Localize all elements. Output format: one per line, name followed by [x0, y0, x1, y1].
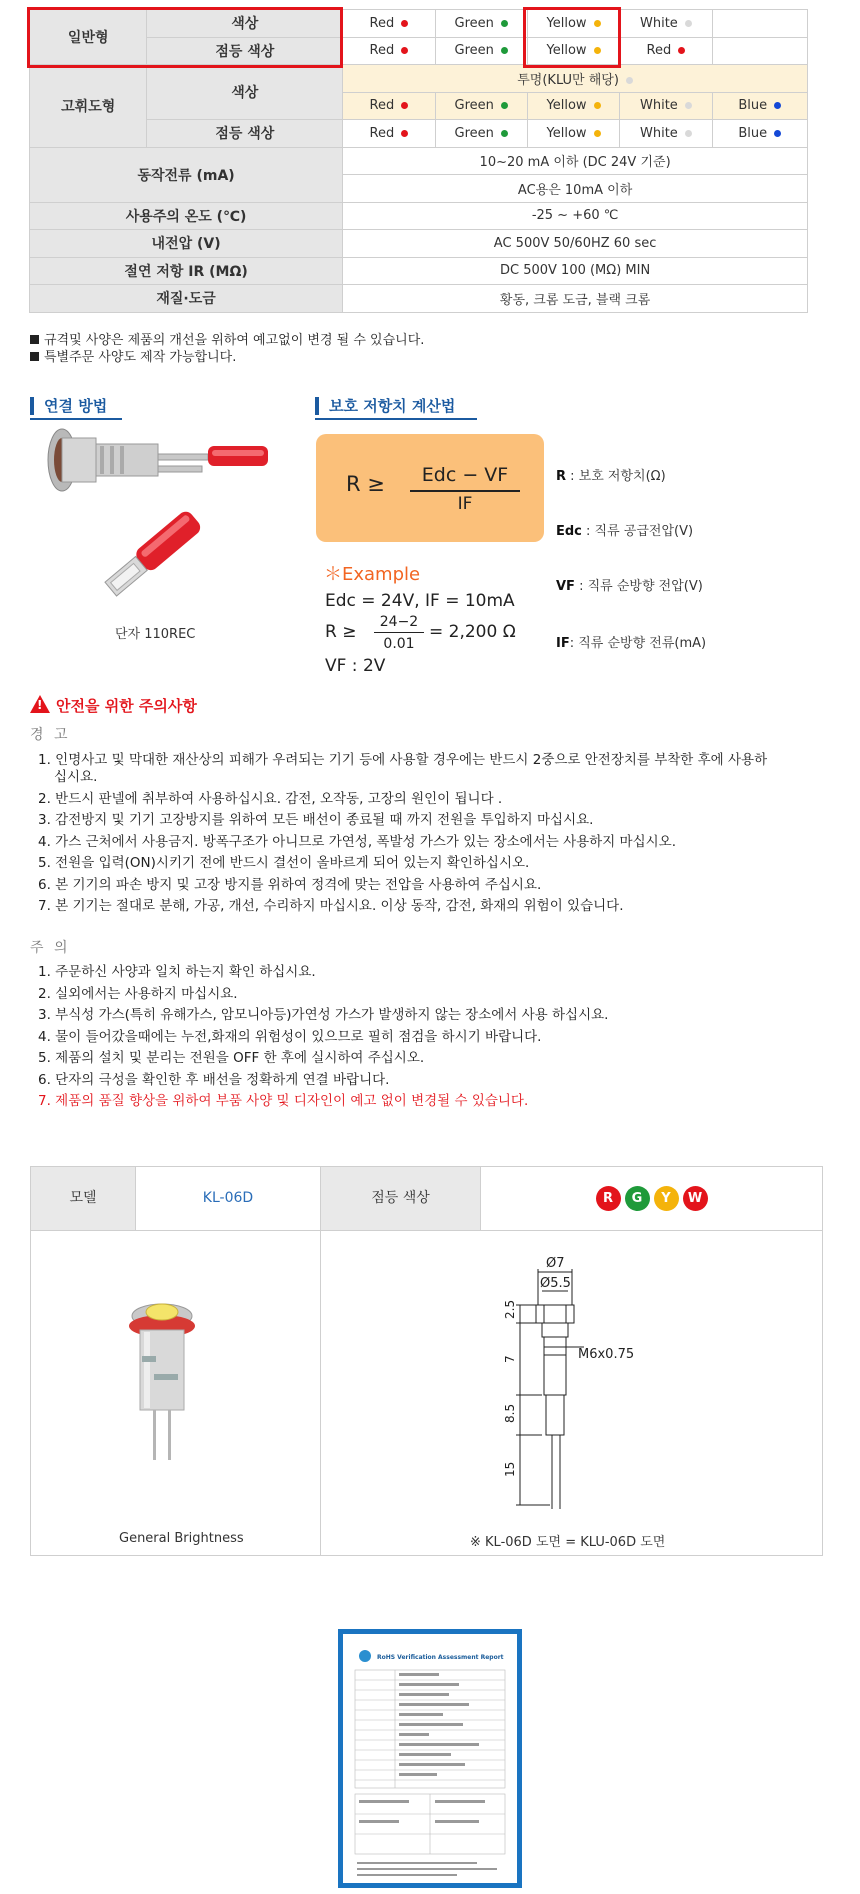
color-cell: Blue — [712, 92, 807, 120]
divider — [320, 1167, 321, 1555]
red-dot-icon — [401, 130, 408, 137]
highlight-box-general — [27, 7, 343, 68]
fraction-bar — [374, 632, 424, 633]
terminal-caption: 단자 110REC — [115, 627, 196, 642]
connection-title: 연결 방법 — [30, 397, 107, 415]
square-bullet-icon — [30, 352, 39, 361]
lit-cell: Blue — [712, 120, 807, 148]
yellow-dot-icon — [594, 130, 601, 137]
report-title: RoHS Verification Assessment Report — [377, 1654, 504, 1661]
material-value: 황동, 크롬 도금, 블랙 크롬 — [343, 285, 808, 313]
empty-cell — [712, 37, 807, 65]
color-cell: Yellow — [527, 92, 619, 120]
caution-list — [38, 964, 778, 1115]
terminal-photo — [40, 420, 280, 625]
group-high-brightness: 고휘도형 — [30, 65, 147, 148]
material-label: 재질·도금 — [30, 285, 343, 313]
report-graphic — [343, 1634, 517, 1883]
dim-h4-label: 15 — [503, 1461, 517, 1477]
high-lit-label: 점등 색상 — [147, 120, 343, 148]
list-item: 4. 가스 근처에서 사용금지. 방폭구조가 아니므로 가연성, 폭발성 가스가 있는 장소에서는 사용하지 마십시오. — [38, 833, 677, 850]
clear-note-cell: 투명(KLU만 해당) — [343, 65, 808, 93]
formula-lhs: R ≥ — [346, 472, 385, 496]
list-item: 1. 인명사고 및 막대한 재산상의 피해가 우려되는 기기 등에 사용할 경우에는 반드시 2중으로 안전장치를 부착한 후에 사용하십시요. — [38, 752, 768, 785]
list-item: 1. 주문하신 사양과 일치 하는지 확인 하십시요. — [38, 964, 316, 980]
note-line: 규격및 사양은 제품의 개선을 위하여 예고없이 변경 될 수 있습니다. — [30, 332, 424, 349]
legend-if: IF: 직류 순방향 전류(mA) — [556, 636, 707, 651]
red-dot-icon — [678, 47, 685, 54]
yellow-dot-icon — [594, 102, 601, 109]
safety-title: !안전을 위한 주의사항 — [30, 695, 197, 716]
right-caption: ※ KL-06D 도면 = KLU-06D 도면 — [470, 1535, 666, 1550]
spec-notes — [30, 332, 424, 366]
yellow-circle-icon: Y — [654, 1186, 679, 1211]
warning-list — [38, 752, 778, 920]
dim-h3-label: 8.5 — [503, 1403, 517, 1423]
current-value-1: 10~20 mA 이하 (DC 24V 기준) — [343, 147, 808, 175]
divider — [480, 1167, 481, 1231]
green-dot-icon — [501, 102, 508, 109]
voltage-value: AC 500V 50/60HZ 60 sec — [343, 230, 808, 258]
divider — [315, 418, 477, 420]
example-r: R ≥ — [325, 622, 357, 642]
thread-label: M6x0.75 — [578, 1347, 635, 1362]
divider — [135, 1167, 136, 1231]
report-page — [343, 1634, 517, 1883]
list-item: 3. 부식성 가스(특히 유해가스, 암모니아등)가연성 가스가 발생하지 않는 장소에서 사용 하십시요. — [38, 1007, 609, 1023]
model-value: KL-06D — [202, 1190, 254, 1206]
lit-cell: Red — [620, 37, 712, 65]
lit-color-label: 점등 색상 — [321, 1167, 480, 1230]
example-numerator: 24−2 — [379, 614, 419, 630]
lit-cell: Green — [435, 120, 527, 148]
color-cell: White — [620, 92, 712, 120]
dim-inner-label: Ø5.5 — [540, 1276, 571, 1291]
lit-cell: Yellow — [527, 37, 619, 65]
example-result: = 2,200 Ω — [429, 622, 516, 642]
lit-cell: Yellow — [527, 120, 619, 148]
white-dot-icon — [626, 77, 633, 84]
legend-vf: VF : 직류 순방향 전압(V) — [556, 579, 703, 594]
green-dot-icon — [501, 130, 508, 137]
list-item: 2. 실외에서는 사용하지 마십시요. — [38, 985, 238, 1002]
white-dot-icon — [685, 130, 692, 137]
current-label: 동작전류 (mA) — [30, 147, 343, 202]
legend-r: R : 보호 저항치(Ω) — [556, 469, 666, 484]
lit-cell: Red — [343, 120, 435, 148]
dim-h2-label: 7 — [503, 1355, 517, 1363]
list-item: 7. 본 기기는 절대로 분해, 가공, 개선, 수리하지 마십시요. 이상 동작, 감전, 화재의 위험이 있습니다. — [38, 898, 624, 914]
green-dot-icon — [501, 47, 508, 54]
lit-cell: White — [620, 120, 712, 148]
white-dot-icon — [685, 102, 692, 109]
example-line-1: Edc = 24V, IF = 10mA — [325, 591, 515, 611]
color-cell: Green — [435, 10, 527, 38]
lit-cell: Green — [435, 37, 527, 65]
color-cell: Red — [343, 92, 435, 120]
temp-label: 사용주의 온도 (℃) — [30, 202, 343, 230]
color-cell: White — [620, 10, 712, 38]
color-cell: Red — [343, 10, 435, 38]
voltage-label: 내전압 (V) — [30, 230, 343, 258]
empty-cell — [712, 10, 807, 38]
lit-cell: Red — [343, 37, 435, 65]
left-caption: General Brightness — [119, 1531, 244, 1546]
list-item: 3. 감전방지 및 기기 고장방지를 위하여 모든 배선이 종료될 때 까지 전원을 투입하지 마십시요. — [38, 812, 594, 828]
fraction-bar — [410, 490, 520, 492]
warning-icon — [30, 695, 50, 713]
red-dot-icon — [401, 102, 408, 109]
example-title: ＊Example — [324, 564, 421, 585]
general-color-label: 색상 — [147, 10, 343, 38]
dim-h1-label: 2.5 — [503, 1299, 517, 1319]
high-color-label: 색상 — [147, 65, 343, 120]
current-value-2: AC용은 10mA 이하 — [343, 175, 808, 203]
blue-dot-icon — [774, 130, 781, 137]
list-item: 2. 반드시 판넬에 취부하여 사용하십시요. 감전, 오작동, 고장의 원인이 됩니다 . — [38, 790, 503, 807]
temp-value: -25 ~ +60 ℃ — [343, 202, 808, 230]
green-dot-icon — [501, 20, 508, 27]
red-dot-icon — [401, 47, 408, 54]
lit-color-icons — [481, 1167, 822, 1230]
dimension-drawing — [490, 1255, 650, 1515]
red-dot-icon — [401, 20, 408, 27]
list-item: 6. 단자의 극성을 확인한 후 배선을 정확하게 연결 바랍니다. — [38, 1071, 390, 1088]
list-item: 5. 전원을 입력(ON)시키기 전에 반드시 결선이 올바르게 되어 있는지 확인하십시오. — [38, 855, 530, 871]
white-circle-icon: W — [683, 1186, 708, 1211]
insulation-label: 절연 저항 IR (MΩ) — [30, 257, 343, 285]
dim-outer-label: Ø7 — [546, 1256, 565, 1271]
resistor-title: 보호 저항치 계산법 — [315, 397, 455, 415]
formula-numerator: Edc − VF — [421, 464, 509, 486]
model-label: 모델 — [31, 1167, 135, 1230]
caution-heading: 주 의 — [30, 940, 71, 956]
legend-edc: Edc : 직류 공급전압(V) — [556, 524, 694, 539]
model-header-row — [31, 1167, 822, 1231]
example-line-3: VF : 2V — [325, 656, 386, 676]
warning-heading: 경 고 — [30, 727, 71, 743]
square-bullet-icon — [30, 335, 39, 344]
green-circle-icon: G — [625, 1186, 650, 1211]
general-lit-label: 점등 색상 — [147, 37, 343, 65]
list-item: 4. 물이 들어갔을때에는 누전,화재의 위험성이 있으므로 필히 점검을 하시기 바랍니다. — [38, 1028, 542, 1045]
white-dot-icon — [685, 20, 692, 27]
rohs-report-thumbnail[interactable] — [338, 1629, 522, 1888]
note-line: 특별주문 사양도 제작 가능합니다. — [30, 349, 424, 366]
highlight-box-yellow — [523, 7, 621, 68]
formula-box — [316, 434, 544, 542]
led-product-photo — [122, 1290, 202, 1480]
red-circle-icon: R — [596, 1186, 621, 1211]
color-cell: Yellow — [527, 10, 619, 38]
group-general: 일반형 — [30, 10, 147, 65]
insulation-value: DC 500V 100 (MΩ) MIN — [343, 257, 808, 285]
formula-denominator: IF — [457, 494, 473, 514]
blue-dot-icon — [774, 102, 781, 109]
list-item: 7. 제품의 품질 향상을 위하여 부품 사양 및 디자인이 예고 없이 변경될 수 있습니다. — [38, 1093, 529, 1109]
list-item: 6. 본 기기의 파손 방지 및 고장 방지를 위하여 정격에 맞는 전압을 사용하여 주십시요. — [38, 876, 542, 893]
logo-icon — [359, 1650, 371, 1662]
example-denominator: 0.01 — [383, 636, 415, 652]
color-cell: Green — [435, 92, 527, 120]
list-item: 5. 제품의 설치 및 분리는 전원을 OFF 한 후에 실시하여 주십시오. — [38, 1050, 425, 1066]
